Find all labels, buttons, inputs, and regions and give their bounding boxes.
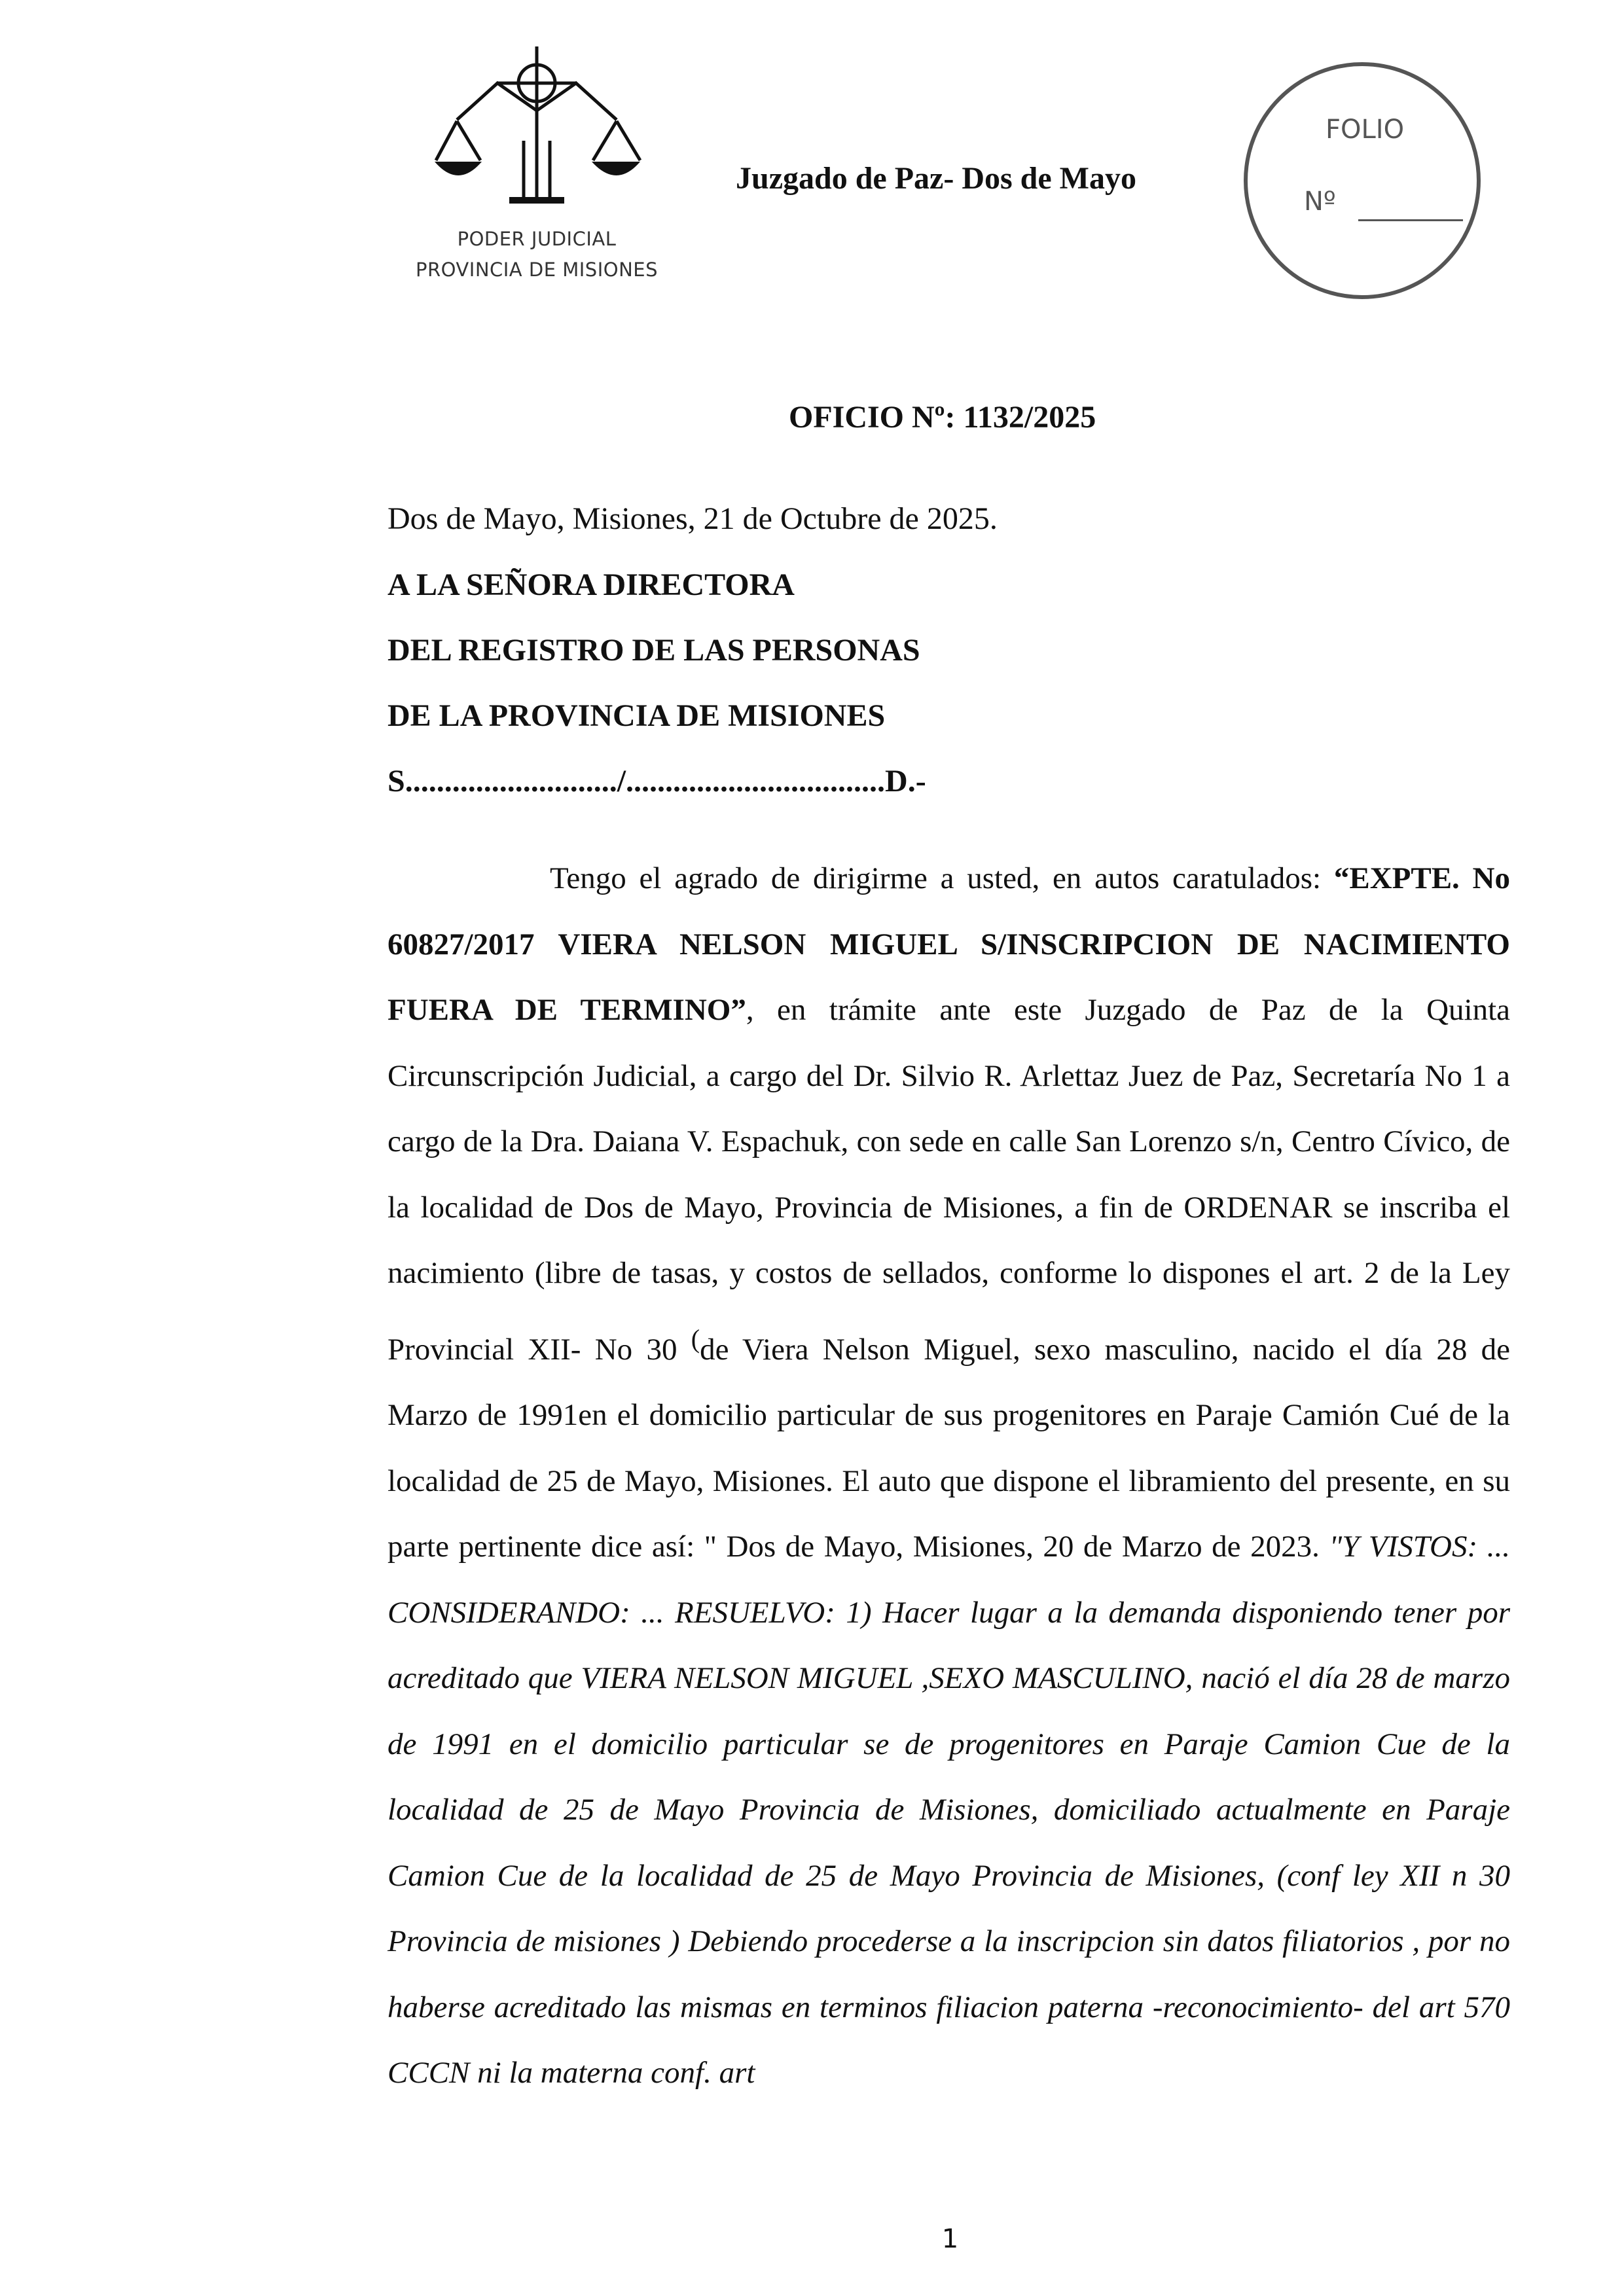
stamp-number-blank xyxy=(1358,219,1463,221)
recipient-line-3: DE LA PROVINCIA DE MISIONES xyxy=(388,698,886,733)
recipient-line-2: DEL REGISTRO DE LAS PERSONAS xyxy=(388,633,920,668)
stamp-circle xyxy=(1244,62,1481,299)
stamp-folio-label: FOLIO xyxy=(1326,115,1405,145)
body-part-1: , en trámite ante este Juzgado de Paz de la Quinta Circunscripción Judicial, a cargo del Dr. Silvio R. Arlettaz Juez de Paz, Secretaría No 1 a cargo de la Dra. Daiana V. Espachuk, con sede en calle San Lorenzo s/n, Centro Cívico, de la localidad de Dos de Mayo, Provincia de Misiones, a fin de ORDENAR se inscriba el nacimiento (libre de tasas, y costos de sellados, conforme lo dispones el art. 2 de la Ley Provincial XII- No 30 xyxy=(388,993,1510,1367)
oficio-number: OFICIO Nº: 1132/2025 xyxy=(789,400,1096,435)
logo-text-provincia: PROVINCIA DE MISIONES xyxy=(415,259,659,281)
case-title: “EXPTE. No 60827/2017 VIERA NELSON MIGUEL S/INSCRIPCION DE NACIMIENTO FUERA DE TERMINO” xyxy=(388,861,1511,1027)
judicial-logo xyxy=(393,43,681,291)
body-part-2: de Viera Nelson Miguel, sexo masculino, nacido el día 28 de Marzo de 1991en el domicilio particular de sus progenitores en Paraje Camión Cué de la localidad de 25 de Mayo, Misiones. El auto que dispone el libramiento del presente, en su parte pertinente dice así: " Dos de Mayo, Misiones, 20 de Marzo de 2023. xyxy=(388,1332,1510,1564)
logo-text-poder-judicial: PODER JUDICIAL xyxy=(457,228,617,250)
court-name: Juzgado de Paz- Dos de Mayo xyxy=(736,161,1136,196)
recipient-line-1: A LA SEÑORA DIRECTORA xyxy=(388,567,795,602)
folio-stamp xyxy=(1244,62,1479,298)
scales-of-justice-icon xyxy=(432,43,641,232)
stamp-number-label: Nº xyxy=(1304,187,1336,217)
superscript-parenthesis: ( xyxy=(691,1323,700,1354)
body-paragraph xyxy=(388,846,1510,2106)
resolution-quote: "Y VISTOS: ... CONSIDERANDO: ... RESUELVO: 1) Hacer lugar a la demanda disponiendo tener por acreditado que VIERA NELSON MIGUEL ,SEXO MASCULINO, nació el día 28 de marzo de 1991 en el domicilio particular se de progenitores en Paraje Camion Cue de la localidad de 25 de Mayo Provincia de Misiones, domiciliado actualmente en Paraje Camion Cue de la localidad de 25 de Mayo Provincia de Misiones, (conf ley XII n 30 Provincia de misiones ) Debiendo procederse a la inscripcion sin datos filiatorios , por no haberse acreditado las mismas en terminos filiacion paterna -reconocimiento- del art 570 CCCN ni la materna conf. art xyxy=(388,1530,1510,2090)
body-intro: Tengo el agrado de dirigirme a usted, en autos caratulados: xyxy=(550,861,1334,895)
salutation: S.........................../.................................D.- xyxy=(388,764,926,798)
page-number: 1 xyxy=(941,2224,959,2254)
place-date: Dos de Mayo, Misiones, 21 de Octubre de 2025. xyxy=(388,501,998,536)
